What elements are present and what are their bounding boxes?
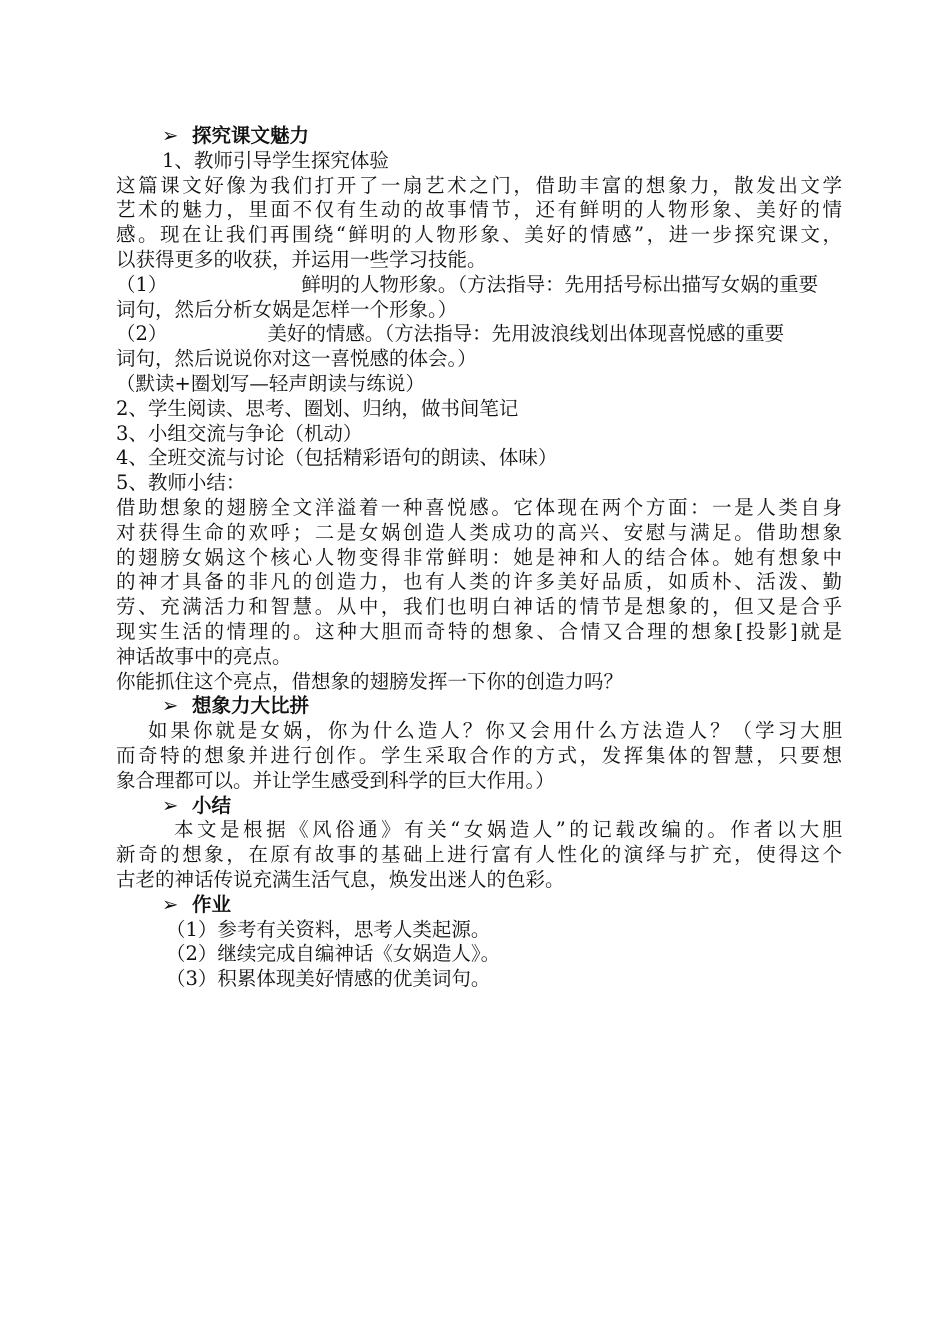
section-heading xyxy=(116,124,842,149)
step-line: 2、学生阅读、思考、圈划、归纳，做书间笔记 xyxy=(116,396,519,420)
method-note: （默读+圈划写—轻声朗读与练说） xyxy=(116,371,425,395)
summary-line: 借助想象的翅膀全文洋溢着一种喜悦感。它体现在两个方面：一是人类自身 xyxy=(116,495,842,519)
paragraph-line: 古老的神话传说充满生活气息，焕发出迷人的色彩。 xyxy=(116,867,565,891)
section-heading xyxy=(116,694,842,719)
paragraph-line: 如果你就是女娲，你为什么造人？你又会用什么方法造人？（学习大胆 xyxy=(148,719,842,743)
list-item xyxy=(116,273,842,298)
list-item xyxy=(116,322,842,347)
summary-line: 现实生活的情理的。这种大胆而奇特的想象、合情又合理的想象[投影]就是 xyxy=(116,619,842,643)
section-heading xyxy=(116,893,842,918)
section-heading-text: 小结 xyxy=(192,793,232,817)
paragraph-line: 感。现在让我们再围绕“鲜明的人物形象、美好的情感”，进一步探究课文， xyxy=(116,223,842,247)
section-heading-text: 探究课文魅力 xyxy=(192,124,310,147)
paragraph-line: 而奇特的想象并进行创作。学生采取合作的方式，发挥集体的智慧，只要想 xyxy=(116,743,842,767)
paragraph-line: 本文是根据《风俗通》有关“女娲造人”的记载改编的。作者以大胆 xyxy=(174,818,842,842)
section-heading-text: 想象力大比拼 xyxy=(192,694,310,718)
summary-line: 神话故事中的亮点。 xyxy=(116,644,292,668)
arrowhead-bullet-icon: ➢ xyxy=(162,694,179,718)
list-item-continued: 词句，然后说说你对这一喜悦感的体会。） xyxy=(116,347,477,371)
paragraph-line: 象合理都可以。并让学生感受到科学的巨大作用。） xyxy=(116,768,555,792)
homework-item: （2）继续完成自编神话《女娲造人》。 xyxy=(166,942,501,966)
arrowhead-bullet-icon: ➢ xyxy=(162,892,179,916)
arrowhead-bullet-icon: ➢ xyxy=(162,124,179,147)
question-line: 你能抓住这个亮点，借想象的翅膀发挥一下你的创造力吗？ xyxy=(116,669,624,693)
homework-item: （3）积累体现美好情感的优美词句。 xyxy=(166,967,491,991)
paragraph-line: 新奇的想象，在原有故事的基础上进行富有人性化的演绎与扩充，使得这个 xyxy=(116,843,842,867)
summary-line: 的神才具备的非凡的创造力，也有人类的许多美好品质，如质朴、活泼、勤 xyxy=(116,570,842,594)
step-line: 3、小组交流与争论（机动） xyxy=(116,421,363,445)
summary-line: 的翅膀女娲这个核心人物变得非常鲜明：她是神和人的结合体。她有想象中 xyxy=(116,545,842,569)
list-number: （1） xyxy=(116,272,168,296)
step-line: 4、全班交流与讨论（包括精彩语句的朗读、体味） xyxy=(116,446,558,470)
section-heading xyxy=(116,794,842,819)
list-text: 鲜明的人物形象。（方法指导：先用括号标出描写女娲的重要 xyxy=(301,272,819,296)
sub-heading: 1、教师引导学生探究体验 xyxy=(162,148,389,172)
list-item-continued: 词句，然后分析女娲是怎样一个形象。） xyxy=(116,297,458,321)
document-body xyxy=(116,124,842,992)
list-number: （2） xyxy=(116,322,168,346)
step-line: 5、教师小结： xyxy=(116,471,246,495)
summary-line: 对获得生命的欢呼；二是女娲创造人类成功的高兴、安慰与满足。借助想象 xyxy=(116,520,842,544)
homework-item: （1）参考有关资料，思考人类起源。 xyxy=(166,917,491,941)
paragraph-line: 这篇课文好像为我们打开了一扇艺术之门，借助丰富的想象力，散发出文学 xyxy=(116,173,842,197)
list-text: 美好的情感。（方法指导：先用波浪线划出体现喜悦感的重要 xyxy=(267,322,785,346)
arrowhead-bullet-icon: ➢ xyxy=(162,793,179,817)
summary-line: 劳、充满活力和智慧。从中，我们也明白神话的情节是想象的，但又是合乎 xyxy=(116,595,842,619)
paragraph-line: 以获得更多的收获，并运用一些学习技能。 xyxy=(116,247,487,271)
section-heading-text: 作业 xyxy=(192,892,232,916)
paragraph-line: 艺术的魅力，里面不仅有生动的故事情节，还有鲜明的人物形象、美好的情 xyxy=(116,198,842,222)
